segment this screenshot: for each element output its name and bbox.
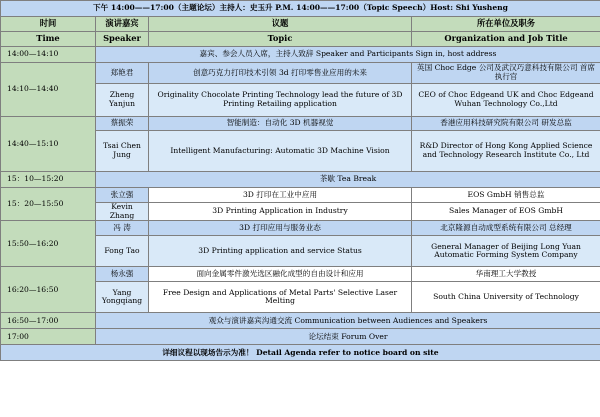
org-en-cell: General Manager of Beijing Long Yuan Automatic Forming System Company [412,236,600,267]
org-en-cell: Sales Manager of EOS GmbH [412,203,600,221]
speaker-cn-cell: 郑艳君 [96,63,149,84]
tea-break-cell: 茶歇 Tea Break [96,172,600,188]
org-cn-cell: 香港应用科技研究院有限公司 研发总监 [412,117,600,131]
forum-over-cell: 论坛结束 Forum Over [96,329,600,345]
org-en-cell: R&D Director of Hong Kong Applied Science and Technology Research Institute Co., Ltd [412,131,600,172]
session-title: 下午 14:00——17:00（主题论坛）主持人：史玉升 P.M. 14:00——17:00（Topic Speech）Host: Shi Yusheng [1,1,600,17]
communication-cell: 观众与演讲嘉宾沟通交流 Communication between Audiences and Speakers [96,313,600,329]
speaker-cn-cell: 张立强 [96,188,149,203]
time-cell: 14:00—14:10 [1,47,96,63]
time-cell: 14:10—14:40 [1,63,96,117]
header-topic-en: Topic [149,32,412,47]
org-cn-cell: 英国 Choc Edge 公司及武汉巧意科技有限公司 首席执行官 [412,63,600,84]
speaker-cn-cell: 冯 涛 [96,221,149,236]
speaker-cn-cell: 杨永强 [96,267,149,282]
time-cell: 17:00 [1,329,96,345]
header-org-cn: 所在单位及职务 [412,17,600,32]
speaker-en-cell: Yang Yongqiang [96,282,149,313]
org-en-cell: South China University of Technology [412,282,600,313]
time-cell: 14:40—15:10 [1,117,96,172]
speaker-en-cell: Kevin Zhang [96,203,149,221]
time-cell: 16:50—17:00 [1,313,96,329]
topic-en-cell: Intelligent Manufacturing: Automatic 3D Machine Vision [149,131,412,172]
header-org-en: Organization and Job Title [412,32,600,47]
time-cell: 15:50—16:20 [1,221,96,267]
topic-cn-cell: 面向金属零件激光选区融化成型的自由设计和应用 [149,267,412,282]
topic-en-cell: Originality Chocolate Printing Technology lead the future of 3D Printing Retailing application [149,84,412,117]
org-en-cell: CEO of Choc Edgeand UK and Choc Edgeand Wuhan Technology Co.,Ltd [412,84,600,117]
speaker-cn-cell: 蔡振荣 [96,117,149,131]
topic-cn-cell: 3D 打印应用与服务业态 [149,221,412,236]
topic-cn-cell: 创意巧克力打印技术引领 3d 打印零售业应用的未来 [149,63,412,84]
header-speaker-en: Speaker [96,32,149,47]
session-span-cell: 嘉宾、参会人员入席，主持人致辞 Speaker and Participants Sign in, host address [96,47,600,63]
speaker-en-cell: Zheng Yanjun [96,84,149,117]
topic-cn-cell: 智能制造：自动化 3D 机器视觉 [149,117,412,131]
time-cell: 15：20—15:50 [1,188,96,221]
topic-en-cell: 3D Printing application and service Status [149,236,412,267]
header-speaker-cn: 演讲嘉宾 [96,17,149,32]
time-cell: 16:20—16:50 [1,267,96,313]
org-cn-cell: EOS GmbH 销售总监 [412,188,600,203]
header-topic-cn: 议题 [149,17,412,32]
header-time-cn: 时间 [1,17,96,32]
topic-en-cell: 3D Printing Application in Industry [149,203,412,221]
time-cell: 15：10—15:20 [1,172,96,188]
header-time-en: Time [1,32,96,47]
topic-cn-cell: 3D 打印在工业中应用 [149,188,412,203]
speaker-en-cell: Tsai Chen Jung [96,131,149,172]
speaker-en-cell: Fong Tao [96,236,149,267]
org-cn-cell: 华南理工大学教授 [412,267,600,282]
topic-en-cell: Free Design and Applications of Metal Parts' Selective Laser Melting [149,282,412,313]
footer-note: 详细议程以现场告示为准！ Detail Agenda refer to notice board on site [1,345,600,361]
org-cn-cell: 北京隆源自动成型系统有限公司 总经理 [412,221,600,236]
